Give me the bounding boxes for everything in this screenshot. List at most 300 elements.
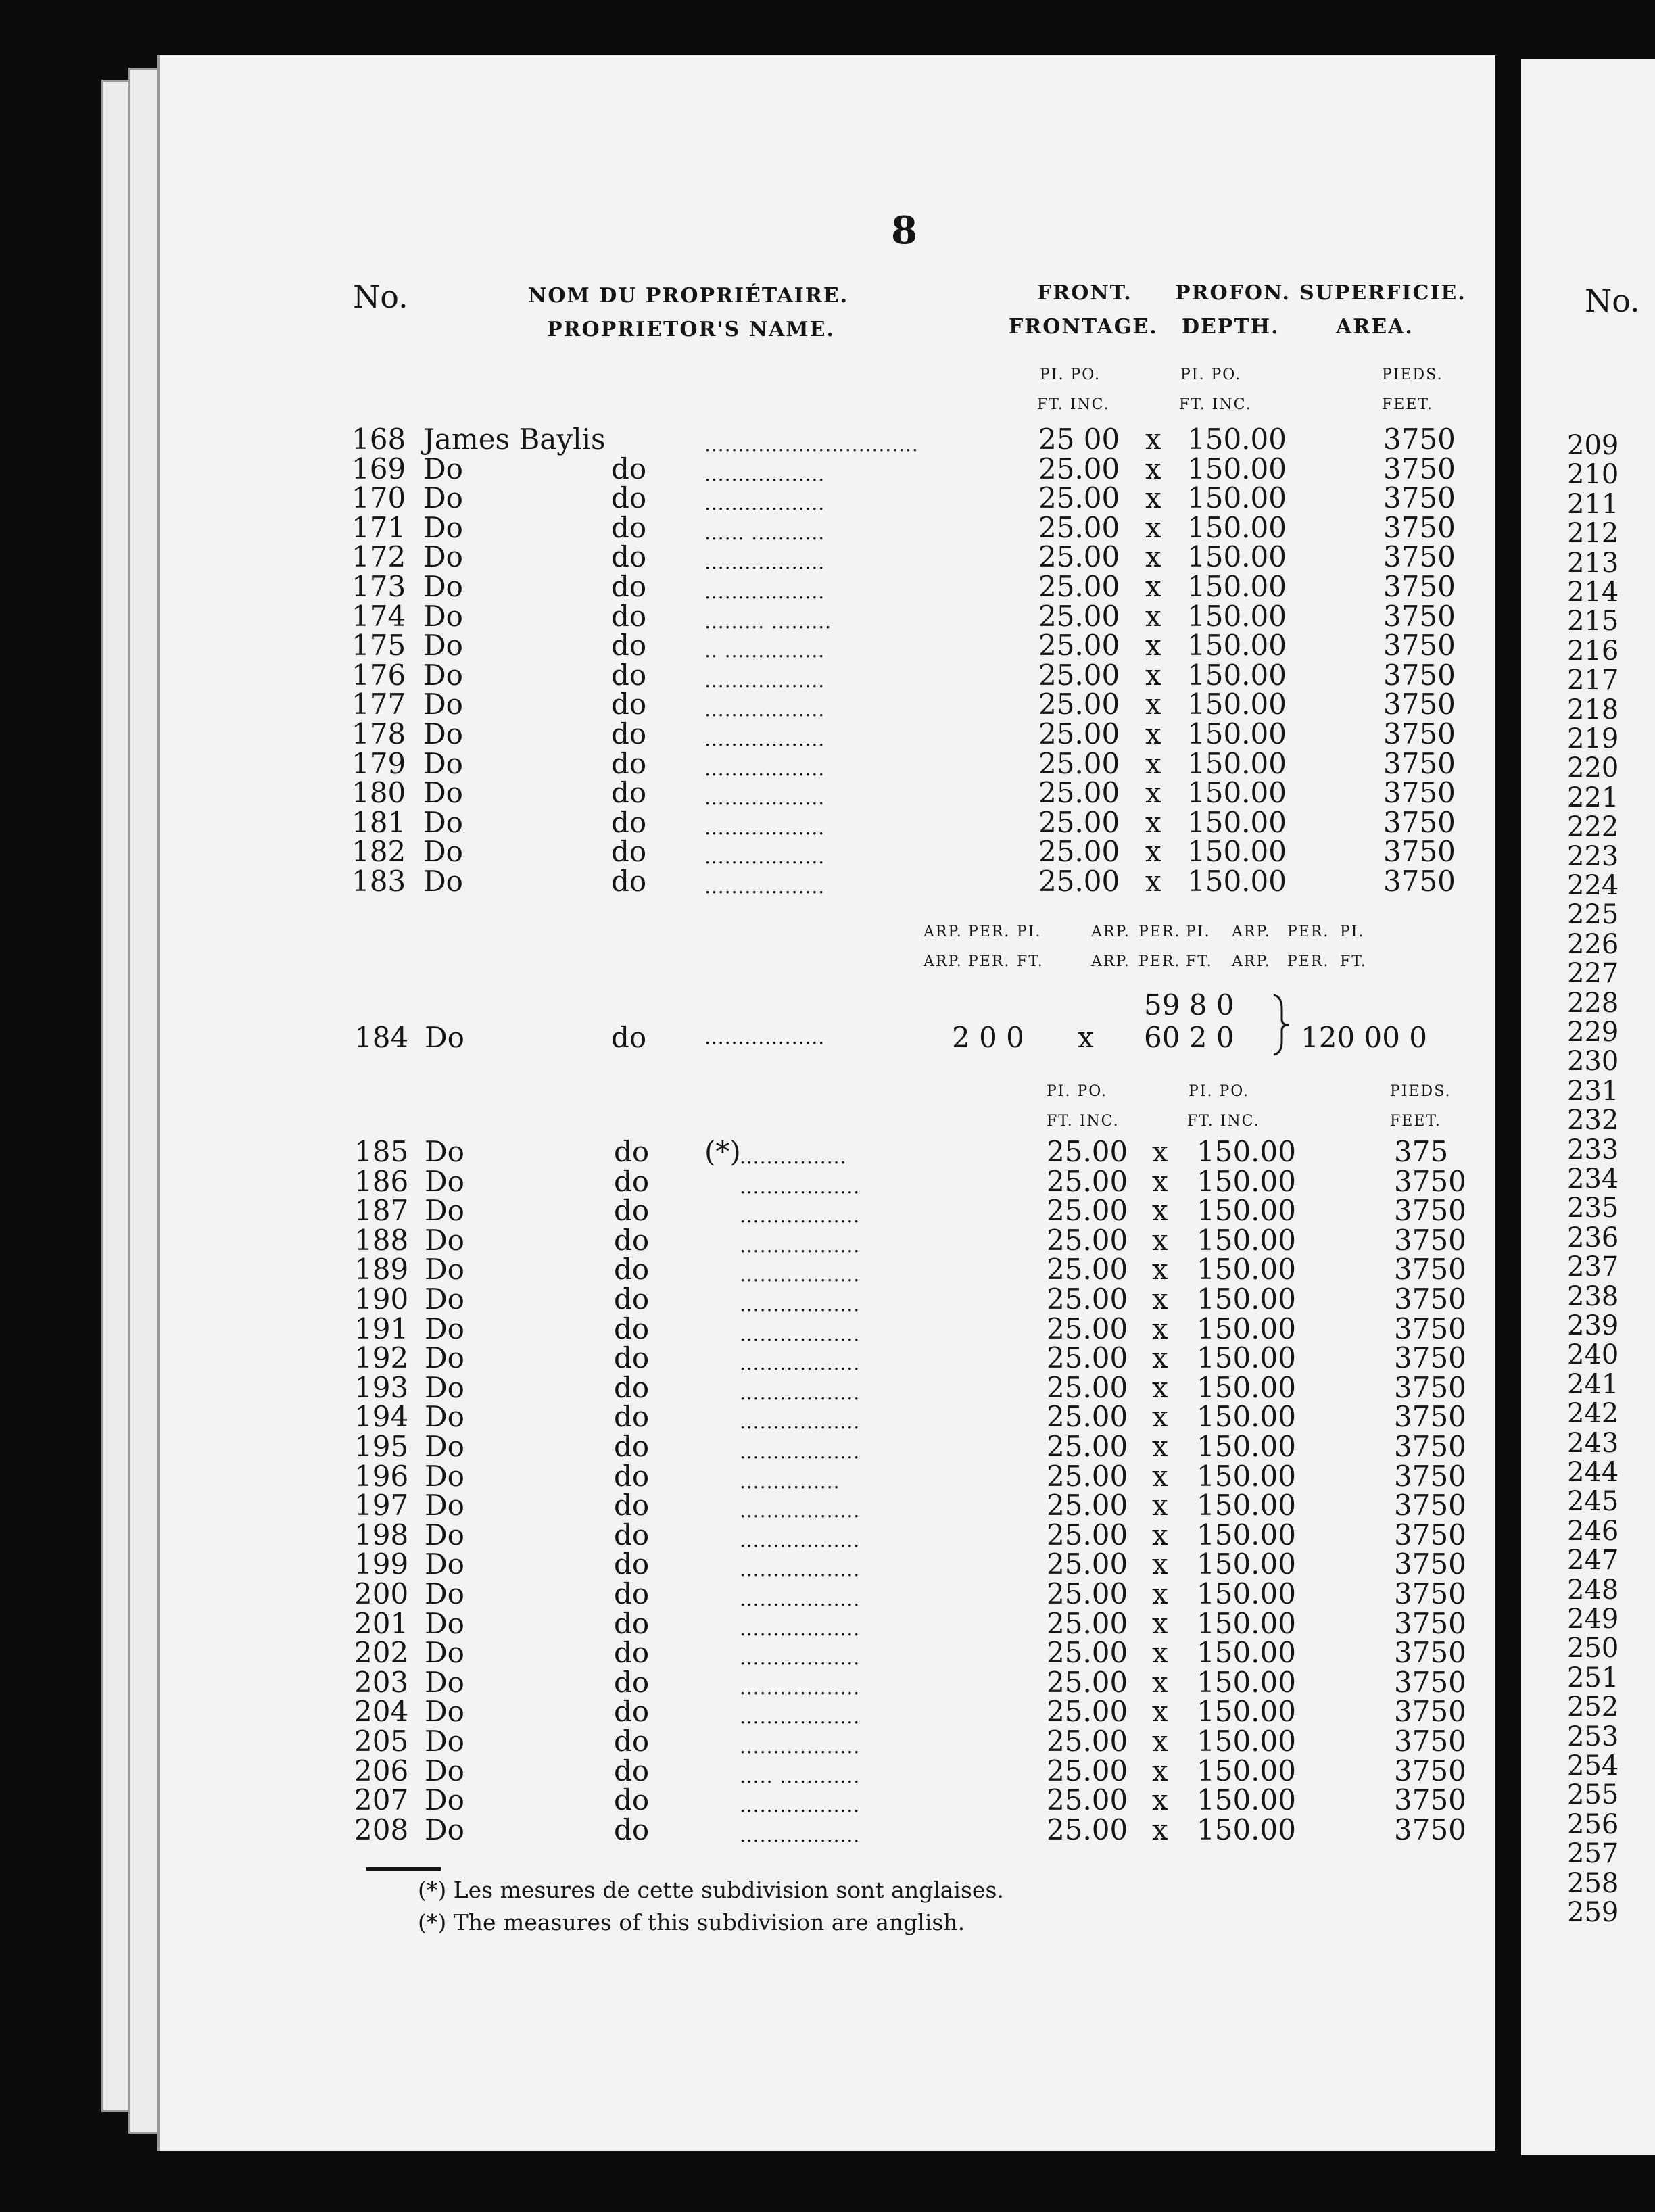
times-sign: x — [1152, 1430, 1168, 1463]
arpent-unit-label: ARP. — [1091, 923, 1130, 940]
owner-name: Do — [423, 835, 463, 869]
table-row — [160, 1579, 1495, 1609]
frontage-value: 25.00 — [1047, 1135, 1128, 1168]
row-number: 190 — [354, 1282, 409, 1316]
leader-dots: .. ............... — [704, 640, 825, 663]
frontage-value: 25.00 — [1047, 1518, 1128, 1552]
facing-row-number: 227 — [1567, 958, 1619, 990]
leader-dots: .................. — [704, 581, 825, 603]
header-no: No. — [353, 279, 408, 315]
depth-value: 150.00 — [1187, 688, 1287, 721]
depth-value: 150.00 — [1197, 1665, 1296, 1699]
leader-dots: .................. — [704, 875, 825, 898]
depth-top-184: 59 8 0 — [1144, 988, 1234, 1021]
facing-row-number: 258 — [1567, 1867, 1619, 1899]
facing-row-number: 215 — [1567, 606, 1619, 638]
owner-name: Do — [425, 1282, 464, 1316]
row-number: 182 — [352, 835, 406, 869]
row-number: 170 — [352, 481, 406, 515]
facing-row-number: 214 — [1567, 577, 1619, 608]
frontage-value: 25.00 — [1047, 1812, 1128, 1846]
owner-name: Do — [425, 1577, 464, 1610]
frontage-value: 25.00 — [1038, 510, 1120, 544]
arpent-unit-label: PER. — [1138, 923, 1181, 940]
times-sign: x — [1145, 423, 1161, 456]
leader-dots: .................. — [740, 1441, 861, 1463]
facing-row-number: 239 — [1567, 1310, 1619, 1341]
facing-row-number: 231 — [1567, 1075, 1619, 1107]
ditto-mark: do — [611, 805, 647, 839]
depth-value: 150.00 — [1187, 717, 1287, 750]
table-row — [160, 1402, 1495, 1432]
times-sign: x — [1145, 510, 1161, 544]
times-sign: x — [1152, 1695, 1168, 1729]
table-row — [160, 1459, 1495, 1493]
times-sign: x — [1152, 1547, 1168, 1581]
area-value: 3750 — [1383, 481, 1456, 515]
unit-area-feet: FEET. — [1382, 396, 1433, 413]
unit-area-pieds-2: PIEDS. — [1390, 1083, 1452, 1100]
area-value: 3750 — [1394, 1695, 1466, 1729]
area-value: 3750 — [1383, 805, 1456, 839]
facing-row-number: 243 — [1567, 1427, 1619, 1459]
owner-name: Do — [425, 1135, 464, 1168]
table-row — [160, 1520, 1495, 1550]
header-area-en: AREA. — [1336, 315, 1414, 339]
times-sign: x — [1145, 717, 1161, 750]
depth-value: 150.00 — [1197, 1577, 1296, 1610]
facing-row-number: 235 — [1567, 1193, 1619, 1224]
frontage-value: 25.00 — [1038, 746, 1120, 780]
table-row — [160, 454, 1495, 484]
facing-row-number: 230 — [1567, 1046, 1619, 1078]
table-row — [160, 1164, 1495, 1198]
times-sign: x — [1152, 1459, 1168, 1493]
brace-184 — [1271, 992, 1291, 1057]
owner-name: Do — [425, 1518, 464, 1552]
times-sign: x — [1145, 481, 1161, 515]
owner-name: Do — [425, 1725, 464, 1758]
table-row — [160, 1343, 1495, 1373]
row-number: 205 — [354, 1725, 409, 1758]
area-value: 3750 — [1394, 1518, 1466, 1552]
arpent-unit-label: PI. — [1186, 923, 1211, 940]
times-sign: x — [1152, 1400, 1168, 1434]
depth-value: 150.00 — [1187, 540, 1287, 574]
unit-front-pi-po: PI. PO. — [1040, 366, 1101, 383]
table-row — [160, 1491, 1495, 1520]
row-number: 199 — [354, 1547, 409, 1581]
facing-row-number: 250 — [1567, 1633, 1619, 1664]
depth-value: 150.00 — [1197, 1370, 1296, 1404]
owner-name: Do — [425, 1400, 464, 1434]
frontage-value: 25.00 — [1047, 1783, 1128, 1817]
times-sign: x — [1152, 1665, 1168, 1699]
area-value: 3750 — [1394, 1665, 1466, 1699]
times-sign: x — [1145, 599, 1161, 633]
unit-area-pieds: PIEDS. — [1382, 366, 1443, 383]
area-value: 3750 — [1394, 1577, 1466, 1610]
times-sign: x — [1145, 805, 1161, 839]
depth-value: 150.00 — [1197, 1695, 1296, 1729]
table-row — [160, 1665, 1495, 1699]
arpent-unit-label: PER. — [1287, 953, 1330, 970]
times-sign: x — [1152, 1725, 1168, 1758]
ditto-mark: do — [614, 1135, 650, 1168]
arpent-unit-label: PI. — [1340, 923, 1365, 940]
table-row — [160, 660, 1495, 690]
ditto-mark: do — [611, 865, 647, 898]
area-value: 3750 — [1383, 629, 1456, 663]
arpent-unit-label: PER. — [968, 953, 1011, 970]
area-value: 3750 — [1394, 1812, 1466, 1846]
header-owner-en: PROPRIETOR'S NAME. — [547, 318, 835, 341]
depth-value: 150.00 — [1197, 1400, 1296, 1434]
frontage-value: 25.00 — [1038, 481, 1120, 515]
owner-name: Do — [425, 1812, 464, 1846]
row-number: 203 — [354, 1665, 409, 1699]
header-depth-en: DEPTH. — [1182, 315, 1280, 339]
facing-row-number: 224 — [1567, 870, 1619, 901]
leader-dots: .................. — [740, 1823, 861, 1846]
depth-value: 150.00 — [1197, 1341, 1296, 1375]
table-row — [160, 599, 1495, 633]
table-row — [160, 719, 1495, 749]
frontage-value: 25.00 — [1047, 1430, 1128, 1463]
arpent-unit-label: PER. — [1138, 953, 1181, 970]
facing-row-number: 249 — [1567, 1604, 1619, 1635]
table-row — [160, 483, 1495, 513]
ditto-mark: do — [611, 540, 647, 574]
depth-value: 150.00 — [1197, 1725, 1296, 1758]
area-value: 3750 — [1383, 599, 1456, 633]
owner-name: Do — [425, 1459, 464, 1493]
table-row — [160, 1314, 1495, 1344]
owner-name: Do — [425, 1547, 464, 1581]
facing-row-number: 236 — [1567, 1222, 1619, 1253]
row-number: 189 — [354, 1253, 409, 1287]
table-row — [160, 1196, 1495, 1226]
leader-dots: .................. — [740, 1499, 861, 1522]
facing-row-number: 251 — [1567, 1662, 1619, 1693]
leader-dots: .................. — [740, 1617, 861, 1640]
times-sign: x — [1152, 1223, 1168, 1257]
leader-dots: .................. — [704, 698, 825, 721]
row-number: 187 — [354, 1194, 409, 1228]
facing-row-number: 210 — [1567, 459, 1619, 491]
owner-name: Do — [425, 1223, 464, 1257]
facing-row-number: 245 — [1567, 1486, 1619, 1518]
table-row — [160, 778, 1495, 808]
area-value: 3750 — [1394, 1282, 1466, 1316]
depth-value: 150.00 — [1197, 1636, 1296, 1670]
table-row — [160, 542, 1495, 572]
area-value: 3750 — [1383, 717, 1456, 750]
ditto-mark: do — [611, 452, 647, 485]
arpent-unit-label: PER. — [968, 923, 1011, 940]
times-sign: x — [1152, 1489, 1168, 1522]
facing-row-number: 233 — [1567, 1134, 1619, 1165]
depth-value: 150.00 — [1187, 423, 1287, 456]
ditto-mark: do — [614, 1783, 650, 1817]
facing-row-number: 246 — [1567, 1515, 1619, 1547]
times-sign: x — [1152, 1606, 1168, 1640]
frontage-value: 25.00 — [1047, 1577, 1128, 1610]
depth-value: 150.00 — [1187, 629, 1287, 663]
facing-row-number: 256 — [1567, 1808, 1619, 1840]
facing-row-number: 209 — [1567, 430, 1619, 461]
footnote-fr: (*) Les mesures de cette subdivision sont anglaises. — [418, 1877, 1004, 1903]
ditto-mark: do — [614, 1341, 650, 1375]
depth-value: 150.00 — [1197, 1282, 1296, 1316]
frontage-value: 25.00 — [1047, 1725, 1128, 1758]
frontage-value: 25.00 — [1047, 1695, 1128, 1729]
owner-name: Do — [425, 1341, 464, 1375]
owner-name: Do — [423, 599, 463, 633]
area-value: 3750 — [1394, 1312, 1466, 1345]
leader-dots: .................. — [704, 846, 825, 869]
table-row — [160, 1638, 1495, 1668]
times-sign: x — [1152, 1370, 1168, 1404]
area-value: 3750 — [1394, 1341, 1466, 1375]
ditto-mark: do — [611, 510, 647, 544]
facing-row-number: 254 — [1567, 1750, 1619, 1781]
ditto-mark: do — [614, 1636, 650, 1670]
table-row — [160, 1284, 1495, 1314]
ditto-mark: do — [614, 1725, 650, 1758]
arpent-unit-label: PER. — [1287, 923, 1330, 940]
times-sign: x — [1152, 1341, 1168, 1375]
footnote-en: (*) The measures of this subdivision are anglish. — [418, 1909, 965, 1936]
row-number: 194 — [354, 1400, 409, 1434]
frontage-value: 25.00 — [1047, 1282, 1128, 1316]
frontage-value: 25.00 — [1047, 1164, 1128, 1198]
owner-name: Do — [425, 1164, 464, 1198]
row-number: 175 — [352, 629, 406, 663]
arpent-unit-label: ARP. — [924, 923, 963, 940]
times-sign: x — [1152, 1312, 1168, 1345]
row-number: 201 — [354, 1606, 409, 1640]
row-number: 179 — [352, 746, 406, 780]
table-row — [160, 510, 1495, 544]
row-number: 206 — [354, 1754, 409, 1787]
row-number: 195 — [354, 1430, 409, 1463]
facing-row-number: 221 — [1567, 782, 1619, 813]
area-value: 3750 — [1394, 1223, 1466, 1257]
owner-name: Do — [425, 1783, 464, 1817]
ditto-mark: do — [614, 1518, 650, 1552]
times-sign: x — [1145, 452, 1161, 485]
ditto-mark: do — [614, 1547, 650, 1581]
area-value: 3750 — [1394, 1783, 1466, 1817]
facing-row-number: 225 — [1567, 899, 1619, 931]
ditto-mark: do — [614, 1194, 650, 1228]
leader-dots: .................. — [740, 1588, 861, 1610]
area-value: 3750 — [1394, 1164, 1466, 1198]
ditto-mark: do — [614, 1223, 650, 1257]
frontage-value: 25.00 — [1047, 1636, 1128, 1670]
area-value: 3750 — [1394, 1489, 1466, 1522]
owner-name: Do — [425, 1665, 464, 1699]
area-value: 3750 — [1394, 1547, 1466, 1581]
row-number: 193 — [354, 1370, 409, 1404]
ditto-mark: do — [611, 688, 647, 721]
area-value: 3750 — [1394, 1370, 1466, 1404]
area-value: 3750 — [1394, 1606, 1466, 1640]
arpent-unit-label: PI. — [1017, 923, 1042, 940]
depth-value: 150.00 — [1197, 1430, 1296, 1463]
facing-row-number: 252 — [1567, 1691, 1619, 1723]
area-value: 3750 — [1383, 688, 1456, 721]
header-area-fr: SUPERFICIE. — [1299, 281, 1466, 305]
depth-value: 150.00 — [1187, 746, 1287, 780]
times-sign: x — [1145, 570, 1161, 603]
area-value: 3750 — [1383, 746, 1456, 780]
owner-name: Do — [425, 1489, 464, 1522]
frontage-value: 25.00 — [1047, 1194, 1128, 1228]
table-row — [160, 805, 1495, 839]
arpent-unit-label: FT. — [1017, 953, 1044, 970]
owner-name: Do — [423, 865, 463, 898]
table-row — [160, 1223, 1495, 1257]
facing-row-number: 219 — [1567, 723, 1619, 754]
owner-name: Do — [425, 1430, 464, 1463]
depth-value: 150.00 — [1197, 1606, 1296, 1640]
facing-row-number: 218 — [1567, 694, 1619, 725]
row-number-184: 184 — [354, 1021, 409, 1054]
arpent-unit-label: ARP. — [924, 953, 963, 970]
arpent-unit-label: ARP. — [1232, 923, 1271, 940]
ditto-mark: do — [614, 1577, 650, 1610]
owner-name: Do — [423, 540, 463, 574]
row-number: 207 — [354, 1783, 409, 1817]
arpent-unit-label: ARP. — [1232, 953, 1271, 970]
leader-dots: .................. — [740, 1205, 861, 1228]
area-value: 3750 — [1383, 540, 1456, 574]
row-number: 204 — [354, 1695, 409, 1729]
table-row — [160, 1137, 1495, 1167]
footnote-rule — [366, 1867, 441, 1871]
table-row — [160, 629, 1495, 663]
row-number: 171 — [352, 510, 406, 544]
owner-name: Do — [425, 1194, 464, 1228]
leader-dots: .................. — [740, 1293, 861, 1316]
table-row — [160, 746, 1495, 780]
row-number: 202 — [354, 1636, 409, 1670]
frontage-value: 25.00 — [1047, 1754, 1128, 1787]
times-sign: x — [1152, 1253, 1168, 1287]
leader-dots: .................. — [740, 1234, 861, 1257]
table-row — [160, 572, 1495, 602]
times-sign: x — [1152, 1518, 1168, 1552]
ditto-mark: do — [614, 1312, 650, 1345]
ditto-mark: do — [611, 776, 647, 810]
table-row — [160, 1432, 1495, 1462]
area-value: 3750 — [1383, 452, 1456, 485]
ditto-mark: do — [614, 1695, 650, 1729]
facing-row-number: 220 — [1567, 752, 1619, 784]
facing-row-number: 226 — [1567, 928, 1619, 960]
area-value: 3750 — [1394, 1253, 1466, 1287]
unit-front-ft-inc-2: FT. INC. — [1047, 1113, 1120, 1130]
row-number: 200 — [354, 1577, 409, 1610]
table-row — [160, 690, 1495, 719]
frontage-value: 25.00 — [1038, 865, 1120, 898]
leader-dots: .................. — [740, 1647, 861, 1670]
depth-value: 150.00 — [1197, 1253, 1296, 1287]
times-sign: x — [1152, 1577, 1168, 1610]
owner-name: Do — [423, 481, 463, 515]
arpent-unit-label: FT. — [1340, 953, 1367, 970]
owner-name: Do — [425, 1370, 464, 1404]
leader-dots: .................. — [704, 787, 825, 810]
area-value: 3750 — [1383, 865, 1456, 898]
row-number: 169 — [352, 452, 406, 485]
facing-row-number: 242 — [1567, 1398, 1619, 1430]
owner-name: Do — [425, 1695, 464, 1729]
area-value: 3750 — [1394, 1400, 1466, 1434]
ditto-mark: do — [611, 481, 647, 515]
frontage-value: 25.00 — [1047, 1665, 1128, 1699]
facing-row-number: 234 — [1567, 1163, 1619, 1195]
depth-value: 150.00 — [1187, 776, 1287, 810]
table-row — [160, 1727, 1495, 1756]
header-front-en: FRONTAGE. — [1009, 315, 1158, 339]
row-number: 178 — [352, 717, 406, 750]
footnote-marker: (*) — [704, 1135, 741, 1168]
depth-value: 150.00 — [1197, 1223, 1296, 1257]
owner-name: Do — [425, 1754, 464, 1787]
facing-row-number: 216 — [1567, 635, 1619, 667]
frontage-value: 25.00 — [1038, 688, 1120, 721]
depth-value: 150.00 — [1187, 452, 1287, 485]
area-value: 375 — [1394, 1135, 1449, 1168]
ditto-mark: do — [611, 746, 647, 780]
table-row — [160, 1785, 1495, 1815]
leader-dots: .................. — [704, 462, 825, 485]
ditto-mark: do — [614, 1754, 650, 1787]
facing-header-no: No. — [1585, 283, 1640, 319]
leader-dots-184: .................. — [704, 1026, 825, 1049]
owner-name: Do — [425, 1253, 464, 1287]
facing-row-number: 241 — [1567, 1368, 1619, 1400]
depth-value: 150.00 — [1187, 570, 1287, 603]
owner-name-184: Do — [425, 1021, 464, 1054]
frontage-value: 25.00 — [1047, 1312, 1128, 1345]
leader-dots: .................. — [740, 1175, 861, 1198]
frontage-value: 25.00 — [1038, 835, 1120, 869]
leader-dots: .................. — [740, 1558, 861, 1581]
facing-row-number: 238 — [1567, 1280, 1619, 1312]
leader-dots: .................. — [740, 1411, 861, 1434]
area-value: 3750 — [1394, 1754, 1466, 1787]
frontage-value: 25.00 — [1038, 570, 1120, 603]
leader-dots: .................. — [740, 1322, 861, 1345]
depth-value: 150.00 — [1197, 1312, 1296, 1345]
depth-value: 150.00 — [1187, 835, 1287, 869]
facing-row-number: 213 — [1567, 547, 1619, 579]
ditto-mark: do — [611, 629, 647, 663]
frontage-value: 25.00 — [1047, 1547, 1128, 1581]
ditto-mark: do — [614, 1164, 650, 1198]
times-sign: x — [1152, 1135, 1168, 1168]
depth-value: 150.00 — [1197, 1783, 1296, 1817]
ditto-mark: do — [614, 1812, 650, 1846]
times-184: x — [1078, 1021, 1094, 1054]
ditto-mark: do — [611, 658, 647, 692]
area-value: 3750 — [1394, 1725, 1466, 1758]
times-sign: x — [1145, 658, 1161, 692]
